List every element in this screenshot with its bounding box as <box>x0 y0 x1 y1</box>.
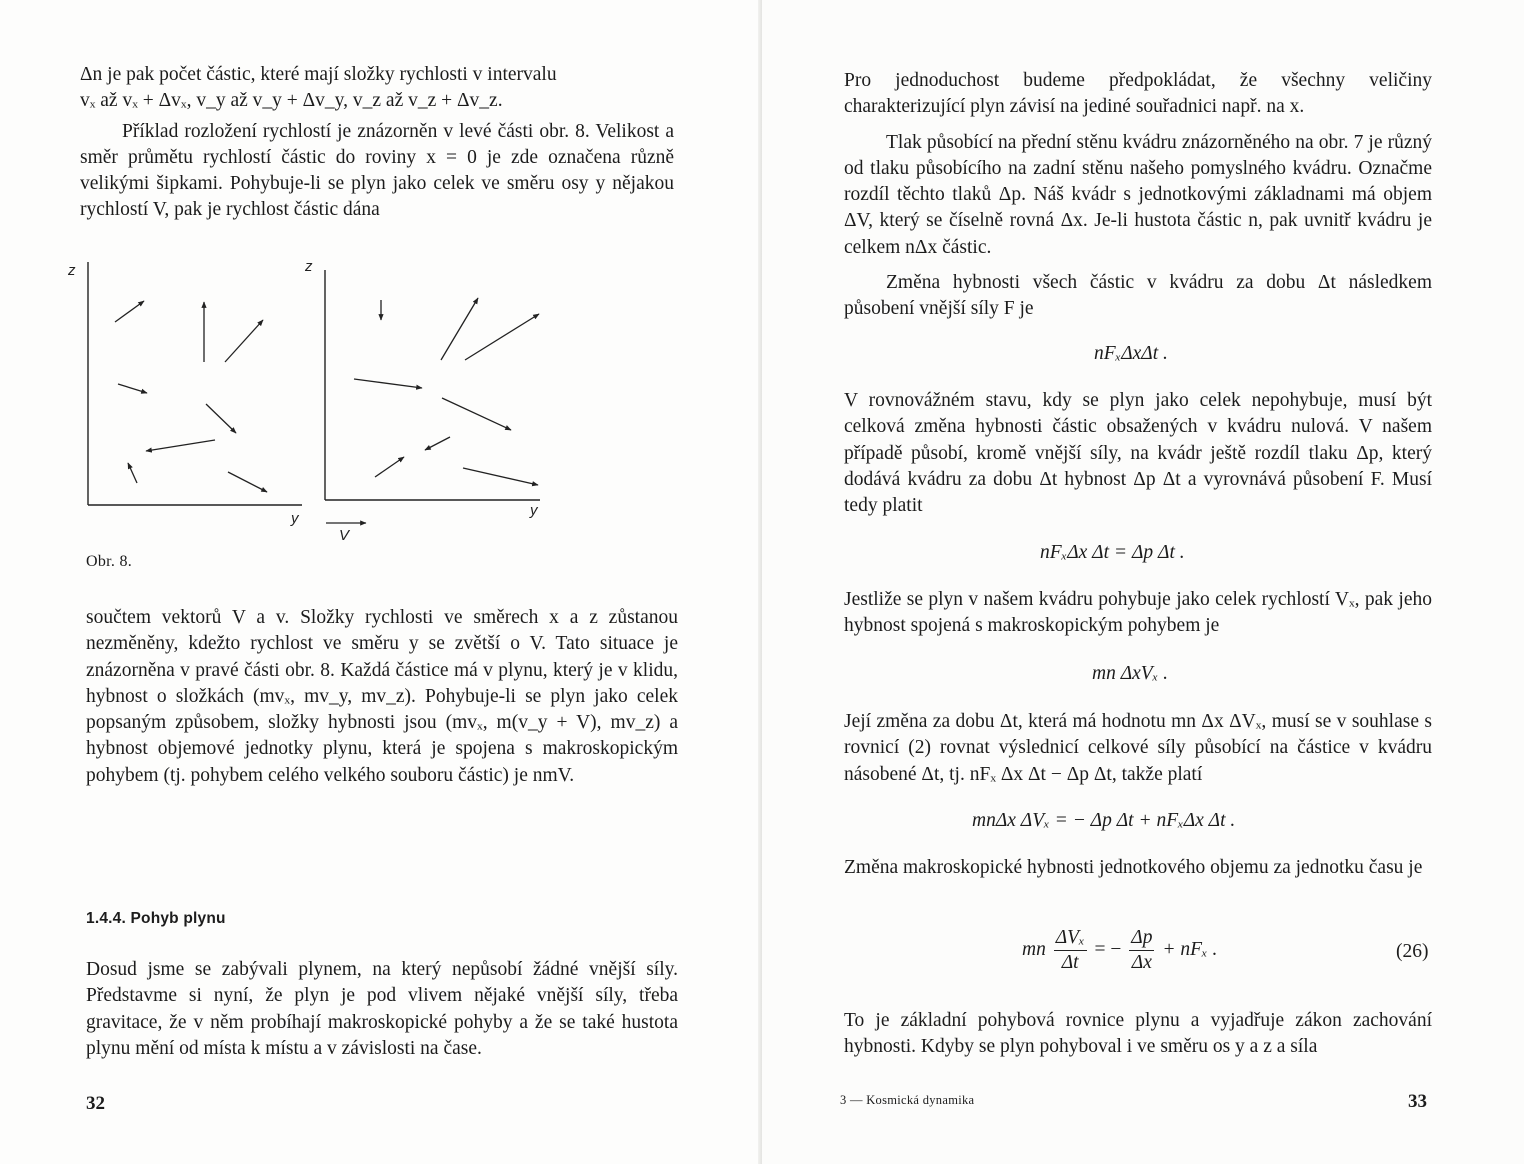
right-z-label: z <box>305 258 313 275</box>
equation-number-26: (26) <box>1396 941 1429 962</box>
eq5-tail: + nFₓ . <box>1162 938 1218 960</box>
left-arrow-7 <box>128 463 137 483</box>
eq5-frac2-den: Δx <box>1131 952 1152 973</box>
right-arrow-7 <box>375 457 404 477</box>
right-para-1: Pro jednoduchost budeme předpokládat, že všechny veličiny charakterizující plyn závisí na jediné souřadnici např. na x. <box>844 70 1432 118</box>
page-number-left: 32 <box>86 1093 105 1114</box>
equation-4 <box>972 810 1235 832</box>
left-arrow-3 <box>225 320 263 362</box>
left-arrow-5 <box>206 404 236 433</box>
right-arrow-6 <box>425 437 450 450</box>
eq5-frac2-num: Δp <box>1129 926 1154 951</box>
right-arrow-8 <box>463 468 538 485</box>
eq5-frac1-den: Δt <box>1061 952 1079 973</box>
page-footer: 3 — Kosmická dynamika <box>840 1093 975 1107</box>
left-para-1-line-1: Δn je pak počet částic, které mají složky rychlosti v intervalu <box>80 64 557 85</box>
equation-2-text: nFₓΔx Δt = Δp Δt . <box>1040 542 1185 563</box>
right-para-8-text: To je základní pohybová rovnice plynu a vyjadřuje zákon zachování hybnosti. Kdyby se plyn pohyboval i ve směru os y a z a síla <box>844 1010 1432 1058</box>
equation-1-text: nFₓΔxΔt . <box>1094 343 1168 364</box>
left-para-1-line-2: vₓ až vₓ + Δvₓ, v_y až v_y + Δv_y, v_z až v_z + Δv_z. <box>80 90 503 112</box>
left-para-4-text: Dosud jsme se zabývali plynem, na který nepůsobí žádné vnější síly. Představme si nyní, že plyn je pod vlivem nějaké vnější síly, třeba gravitace, že v něm probíhají makroskopické pohyby a že se také hustota plynu mění od místa k místu a v závislosti na čase. <box>86 959 678 1059</box>
right-arrow-4 <box>354 379 422 388</box>
right-page <box>762 0 1524 1164</box>
right-para-7-text: Změna makroskopické hybnosti jednotkového objemu za jednotku času je <box>844 857 1423 878</box>
left-arrow-8 <box>228 472 267 492</box>
equation-4-text: mnΔx ΔVₓ = − Δp Δt + nFₓΔx Δt . <box>972 810 1236 831</box>
right-para-6-text: Její změna za dobu Δt, která má hodnotu mn Δx ΔVₓ, musí se v souhlase s rovnicí (2) rovnat výslednicí celkové síly působící na částice v kvádru násobené Δt, tj. nFₓ Δx Δt − Δp Δt, takže platí <box>844 711 1432 785</box>
equation-2 <box>1040 542 1185 564</box>
eq5-fraction-1 <box>1054 926 1087 975</box>
v-label: V <box>339 527 350 544</box>
eq5-frac1-num: ΔVₓ <box>1054 926 1087 951</box>
eq5-fraction-2 <box>1129 926 1154 975</box>
right-para-4-text: V rovnovážném stavu, kdy se plyn jako celek nepohybuje, musí být celková změna hybnosti částic obsažených v kvádru nulová. V našem případě působí, kromě vnější síly, na kvádr ještě rozdíl tlaku Δp, který dodává kvádru za dobu Δt hybnost Δp Δt a vyrovnává působení F. Musí tedy platit <box>844 390 1432 517</box>
left-para-2: Příklad rozložení rychlostí je znázorněn v levé části obr. 8. Velikost a směr průmětu rychlostí částic do roviny x = 0 je zde označena různě velikými šipkami. Pohybuje-li se plyn jako celek ve směru osy y nějakou rychlostí V, pak je rychlost částic dána <box>80 120 674 221</box>
right-arrow-2 <box>441 298 478 360</box>
right-para-6 <box>844 709 1432 788</box>
right-para-5 <box>844 587 1432 640</box>
right-para-8 <box>844 1008 1432 1061</box>
left-z-label: z <box>68 262 76 279</box>
left-arrow-4 <box>118 384 147 393</box>
eq5-lead: mn <box>1022 938 1046 960</box>
right-arrow-5 <box>442 398 511 430</box>
left-arrow-6 <box>146 440 215 451</box>
right-y-label: y <box>530 502 538 519</box>
section-heading: 1.4.4. Pohyb plynu <box>86 910 226 927</box>
right-text-block-1 <box>844 68 1432 323</box>
left-para-3 <box>86 605 678 789</box>
equation-3-text: mn ΔxVₓ . <box>1092 663 1169 684</box>
left-text-top <box>80 62 674 224</box>
eq5-mid: = − <box>1094 938 1122 960</box>
right-para-2: Tlak působící na přední stěnu kvádru znázorněného na obr. 7 je různý od tlaku působícího na zadní stěnu našeho pomyslného kvádru. Označme rozdíl těchto tlaků Δp. Náš kvádr s jednotkovými základnami má objem ΔV, který se číselně rovná Δx. Je-li hustota částic n, pak uvnitř kvádru je celkem nΔx částic. <box>844 131 1432 258</box>
equation-5 <box>1022 926 1217 975</box>
velocity-diagram <box>60 252 580 552</box>
left-arrow-1 <box>115 301 144 322</box>
right-para-3: Změna hybnosti všech částic v kvádru za dobu Δt následkem působení vnější síly F je <box>844 272 1432 320</box>
equation-3 <box>1092 663 1168 685</box>
left-para-3-text: součtem vektorů V a v. Složky rychlosti ve směrech x a z zůstanou nezměněny, kdežto rychlost ve směru y se zvětší o V. Tato situace je znázorněna v pravé části obr. 8. Každá částice má v plynu, který je v klidu, hybnost o složkách (mvₓ, mv_y, mv_z). Pohybuje-li se plyn jako celek popsaným způsobem, složky hybnosti jsou (mvₓ, m(v_y + V), mv_z) a hybnost objemové jednotky plynu, která je spojena s makroskopickým pohybem (tj. pohybem celého velkého souboru částic) je nmV. <box>86 607 678 786</box>
left-y-label: y <box>291 510 299 527</box>
figure-caption: Obr. 8. <box>86 553 133 570</box>
page-number-right: 33 <box>1408 1091 1427 1112</box>
right-para-4 <box>844 388 1432 519</box>
right-para-7 <box>844 855 1432 881</box>
figure-8 <box>60 252 580 552</box>
left-para-4 <box>86 957 678 1062</box>
right-arrow-3 <box>465 314 539 360</box>
right-para-5-text: Jestliže se plyn v našem kvádru pohybuje jako celek rychlostí Vₓ, pak jeho hybnost spojená s makroskopickým pohybem je <box>844 589 1432 637</box>
equation-1 <box>1094 343 1168 365</box>
